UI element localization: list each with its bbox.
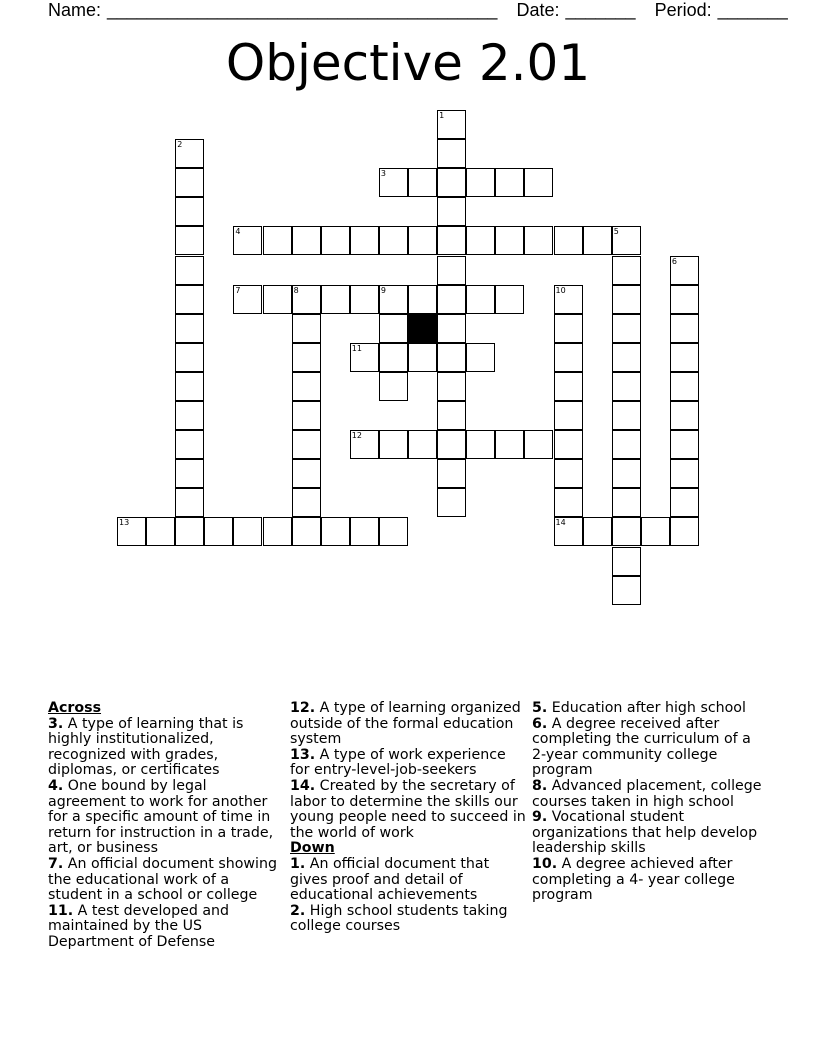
grid-cell[interactable] <box>437 139 466 168</box>
grid-cell[interactable] <box>612 488 641 517</box>
clue-across-12: 12. A type of learning organized outside of the formal education system <box>290 700 521 748</box>
period-label: Period: <box>654 0 712 20</box>
grid-cell[interactable] <box>175 430 204 459</box>
grid-cell[interactable] <box>263 226 292 255</box>
grid-cell[interactable] <box>175 372 204 401</box>
grid-cell[interactable] <box>466 430 495 459</box>
clue-number-9: 9 <box>380 285 386 295</box>
grid-cell[interactable] <box>292 430 321 459</box>
grid-cell[interactable] <box>670 488 699 517</box>
grid-cell[interactable] <box>175 314 204 343</box>
grid-cell[interactable] <box>292 343 321 372</box>
grid-cell[interactable] <box>350 285 379 314</box>
grid-cell[interactable] <box>554 226 583 255</box>
clue-number-1: 1 <box>439 111 445 120</box>
grid-cell[interactable] <box>292 401 321 430</box>
grid-cell[interactable] <box>524 226 553 255</box>
grid-cell[interactable] <box>554 459 583 488</box>
clue-number-6: 6 <box>671 256 677 266</box>
grid-cell[interactable] <box>292 314 321 343</box>
grid-cell[interactable] <box>554 401 583 430</box>
grid-cell[interactable] <box>466 343 495 372</box>
name-label: Name: <box>48 0 102 20</box>
grid-cell[interactable] <box>670 343 699 372</box>
grid-cell[interactable] <box>437 197 466 226</box>
clues-column-2 <box>290 701 528 935</box>
grid-cell[interactable] <box>350 517 379 546</box>
grid-cell[interactable] <box>466 226 495 255</box>
clue-number-8: 8 <box>293 285 299 295</box>
grid-cell[interactable] <box>554 372 583 401</box>
grid-cell[interactable] <box>350 226 379 255</box>
grid-cell[interactable] <box>612 547 641 576</box>
grid-cell[interactable] <box>583 517 612 546</box>
clue-across-7: 7. An official document showing the educational work of a student in a school or college <box>48 855 277 904</box>
grid-cell[interactable] <box>554 430 583 459</box>
grid-cell[interactable] <box>233 517 262 546</box>
grid-cell[interactable] <box>379 372 408 401</box>
grid-cell[interactable] <box>408 343 437 372</box>
date-blank[interactable]: _______ <box>565 0 636 20</box>
grid-cell[interactable] <box>495 226 524 255</box>
page-title: Objective 2.01 <box>225 34 591 92</box>
grid-cell[interactable] <box>292 459 321 488</box>
grid-cell[interactable] <box>175 488 204 517</box>
grid-cell[interactable] <box>437 401 466 430</box>
grid-cell[interactable] <box>612 314 641 343</box>
grid-cell[interactable] <box>524 430 553 459</box>
grid-cell[interactable] <box>670 517 699 546</box>
grid-cell[interactable] <box>321 285 350 314</box>
clue-number-5: 5 <box>613 227 619 237</box>
grid-cell[interactable] <box>670 459 699 488</box>
grid-cell[interactable] <box>670 430 699 459</box>
clue-across-11: 11. A test developed and maintained by the US Department of Defense <box>48 902 230 950</box>
name-blank[interactable]: _______________________________________ <box>107 0 498 20</box>
grid-cell[interactable] <box>379 517 408 546</box>
grid-cell[interactable] <box>612 517 641 546</box>
clue-across-14: 14. Created by the secretary of labor to determine the skills our young people need to succeed in the world of work <box>290 777 526 841</box>
clue-across-4: 4. One bound by legal agreement to work for another for a specific amount of time in return for instruction in a trade, art, or business <box>48 777 274 857</box>
clue-number-11: 11 <box>351 343 362 353</box>
clue-down-5: 5. Education after high school <box>532 700 746 716</box>
grid-cell[interactable] <box>175 343 204 372</box>
grid-cell[interactable] <box>612 459 641 488</box>
clue-down-2: 2. High school students taking college courses <box>290 902 508 935</box>
down-heading: Down <box>290 840 335 857</box>
clue-number-7: 7 <box>235 285 241 295</box>
clues-column-1 <box>48 701 284 951</box>
grid-cell[interactable] <box>437 459 466 488</box>
grid-cell[interactable] <box>495 430 524 459</box>
grid-cell[interactable] <box>175 459 204 488</box>
grid-cell[interactable] <box>408 226 437 255</box>
grid-cell[interactable] <box>292 488 321 517</box>
grid-cell[interactable] <box>466 285 495 314</box>
grid-cell[interactable] <box>612 401 641 430</box>
grid-cell[interactable] <box>175 168 204 197</box>
clue-down-9: 9. Vocational student organizations that help develop leadership skills <box>532 809 758 857</box>
clue-number-10: 10 <box>555 285 566 295</box>
grid-cell[interactable] <box>612 256 641 285</box>
clue-across-3: 3. A type of learning that is highly institutionalized, recognized with grades, diplomas, or certificates <box>48 715 244 779</box>
clue-down-6: 6. A degree received after completing the curriculum of a 2-year community college program <box>532 715 751 779</box>
grid-cell[interactable] <box>612 372 641 401</box>
grid-cell[interactable] <box>175 401 204 430</box>
black-square <box>408 314 437 343</box>
clue-down-1: 1. An official document that gives proof and detail of educational achievements <box>290 855 490 904</box>
clue-across-13: 13. A type of work experience for entry-level-job-seekers <box>290 746 506 779</box>
grid-cell[interactable] <box>379 314 408 343</box>
clue-number-12: 12 <box>351 431 362 441</box>
clue-number-2: 2 <box>177 140 183 150</box>
grid-cell[interactable] <box>437 226 466 255</box>
grid-cell[interactable] <box>524 168 553 197</box>
grid-cell[interactable] <box>292 372 321 401</box>
grid-cell[interactable] <box>612 285 641 314</box>
grid-cell[interactable] <box>379 343 408 372</box>
grid-cell[interactable] <box>321 517 350 546</box>
grid-cell[interactable] <box>292 226 321 255</box>
clue-down-8: 8. Advanced placement, college courses taken in high school <box>532 777 762 810</box>
date-label: Date: <box>516 0 560 20</box>
grid-cell[interactable] <box>670 401 699 430</box>
clue-number-14: 14 <box>555 518 566 528</box>
grid-cell[interactable] <box>437 343 466 372</box>
grid-cell[interactable] <box>379 226 408 255</box>
grid-cell[interactable] <box>379 430 408 459</box>
grid-cell[interactable] <box>175 197 204 226</box>
grid-cell[interactable] <box>670 285 699 314</box>
grid-cell[interactable] <box>612 343 641 372</box>
grid-cell[interactable] <box>146 517 175 546</box>
grid-cell[interactable] <box>175 285 204 314</box>
grid-cell[interactable] <box>554 488 583 517</box>
grid-cell[interactable] <box>612 430 641 459</box>
across-heading: Across <box>48 700 102 716</box>
grid-cell[interactable] <box>437 430 466 459</box>
grid-cell[interactable] <box>554 343 583 372</box>
clue-number-3: 3 <box>380 169 386 179</box>
grid-cell[interactable] <box>495 285 524 314</box>
grid-cell[interactable] <box>554 314 583 343</box>
grid-cell[interactable] <box>175 226 204 255</box>
grid-cell[interactable] <box>583 226 612 255</box>
grid-cell[interactable] <box>437 488 466 517</box>
grid-cell[interactable] <box>408 285 437 314</box>
grid-cell[interactable] <box>466 168 495 197</box>
grid-cell[interactable] <box>175 517 204 546</box>
clue-down-10: 10. A degree achieved after completing a 4- year college program <box>532 855 735 904</box>
grid-cell[interactable] <box>495 168 524 197</box>
clues-column-3 <box>532 701 768 904</box>
grid-cell[interactable] <box>292 517 321 546</box>
grid-cell[interactable] <box>263 285 292 314</box>
clue-number-4: 4 <box>235 227 241 237</box>
grid-cell[interactable] <box>263 517 292 546</box>
grid-cell[interactable] <box>612 576 641 605</box>
grid-cell[interactable] <box>175 256 204 285</box>
grid-cell[interactable] <box>437 256 466 285</box>
grid-cell[interactable] <box>437 285 466 314</box>
grid-cell[interactable] <box>408 168 437 197</box>
grid-cell[interactable] <box>641 517 670 546</box>
grid-cell[interactable] <box>437 168 466 197</box>
period-blank[interactable]: _______ <box>717 0 788 20</box>
grid-cell[interactable] <box>408 430 437 459</box>
clue-number-13: 13 <box>119 518 130 528</box>
grid-cell[interactable] <box>437 314 466 343</box>
grid-cell[interactable] <box>437 372 466 401</box>
grid-cell[interactable] <box>670 314 699 343</box>
grid-cell[interactable] <box>670 372 699 401</box>
grid-cell[interactable] <box>321 226 350 255</box>
grid-cell[interactable] <box>204 517 233 546</box>
